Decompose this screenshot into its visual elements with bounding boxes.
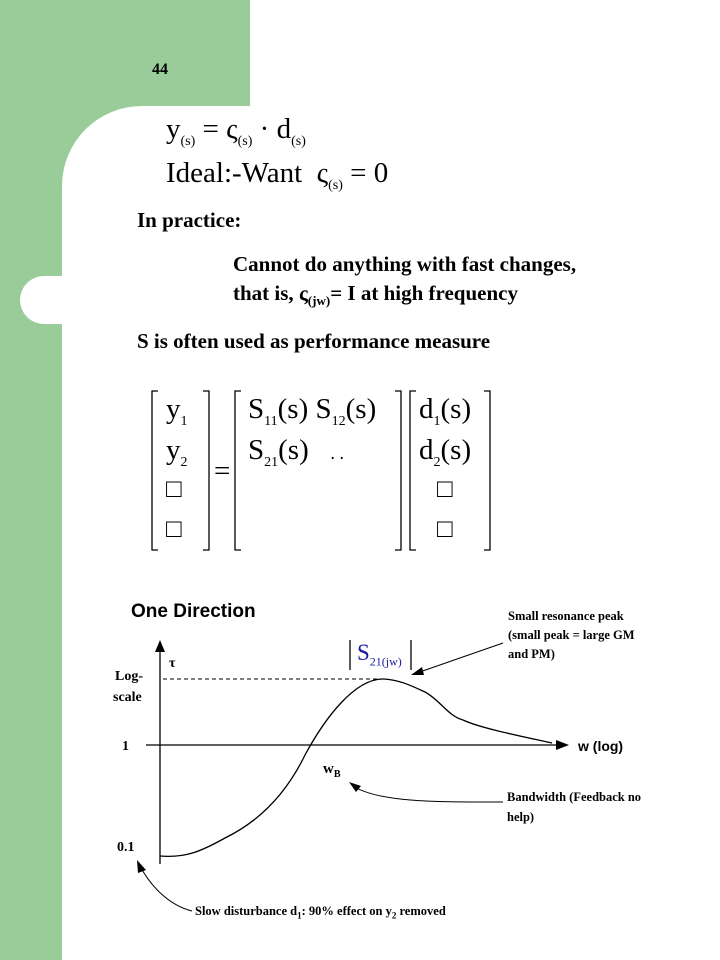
y1-entry: $y_1$ bbox=[166, 393, 188, 429]
in-practice-heading: In practice: bbox=[137, 208, 242, 232]
x-axis-arrow bbox=[556, 740, 569, 750]
peak-annotation-line1: Small resonance peak bbox=[508, 609, 624, 623]
x-axis-label: w (log) bbox=[578, 738, 624, 754]
s21-label: $S_{21(jw)}$ bbox=[357, 640, 402, 669]
s-row2: $S_{21}(s)$ . . bbox=[248, 434, 344, 470]
d1-entry: $d_1(s)$ bbox=[419, 393, 472, 429]
slow-disturbance-arrow bbox=[140, 866, 192, 911]
y-axis-label-line2: scale bbox=[113, 690, 142, 705]
s-row1: $S_{11}(s)$ $S_{12}(s)$ bbox=[248, 393, 377, 429]
peak-annotation-line2: (small peak = large GM bbox=[508, 628, 635, 642]
y2-entry: $y_2$ bbox=[166, 434, 188, 470]
y-axis-arrow bbox=[155, 640, 165, 652]
y-axis-label-line1: Log- bbox=[115, 669, 143, 684]
peak-annotation-arrow bbox=[414, 643, 503, 674]
d2-entry: $d_2(s)$ bbox=[419, 434, 472, 470]
fast-changes-line2: that is, $\varsigma_{(jw)}= I$ at high frequency bbox=[233, 281, 518, 309]
graph-title: One Direction bbox=[131, 601, 256, 622]
bandwidth-annotation-line1: Bandwidth (Feedback no bbox=[507, 790, 642, 804]
bandwidth-wb-label: $w_B$ bbox=[323, 761, 341, 780]
y-placeholder-2: □ bbox=[166, 514, 182, 543]
bandwidth-annotation-line2: help) bbox=[507, 810, 535, 824]
fast-changes-line1: Cannot do anything with fast changes, bbox=[233, 252, 577, 276]
tick-label-0-1: 0.1 bbox=[117, 840, 135, 855]
peak-arrow-head bbox=[411, 667, 424, 675]
s21-frequency-curve bbox=[160, 679, 552, 856]
page-number: 44 bbox=[152, 61, 168, 78]
tick-label-1: 1 bbox=[122, 739, 129, 754]
performance-measure-text: S is often used as performance measure bbox=[137, 329, 491, 353]
bandwidth-annotation-arrow bbox=[353, 786, 503, 802]
d-placeholder-2: □ bbox=[437, 514, 453, 543]
tau-label: τ bbox=[169, 656, 176, 671]
equals-sign: = bbox=[214, 455, 231, 487]
d-placeholder-1: □ bbox=[437, 474, 453, 503]
equation-y-zeta-d: $y_{(s)} = \varsigma_{(s)} \cdot d_{(s)}$ bbox=[166, 113, 306, 149]
slow-disturbance-annotation: Slow disturbance $d_1$: 90% effect on $y_2$ removed bbox=[195, 904, 446, 921]
y-placeholder-1: □ bbox=[166, 474, 182, 503]
peak-annotation-line3: and PM) bbox=[508, 647, 555, 661]
equation-ideal-want: Ideal:-Want $\varsigma_{(s)} = 0$ bbox=[166, 157, 389, 193]
bandwidth-arrow-head bbox=[349, 782, 361, 792]
slow-arrow-head bbox=[137, 860, 146, 873]
